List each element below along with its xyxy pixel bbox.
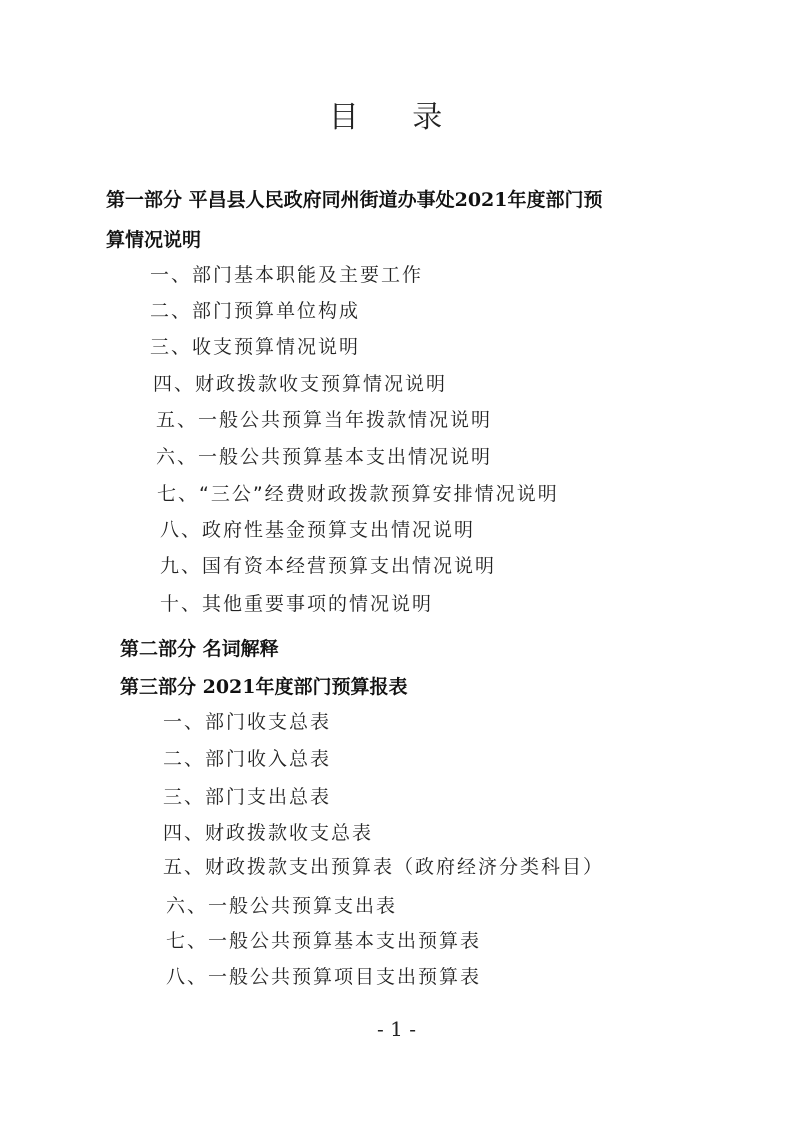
page-number: - 1 - (377, 1017, 416, 1041)
part3-item: 七、一般公共预算基本支出预算表 (166, 930, 482, 952)
part1-item: 三、收支预算情况说明 (150, 336, 361, 358)
part3-item: 六、一般公共预算支出表 (166, 895, 398, 917)
part3-item: 三、部门支出总表 (163, 786, 332, 808)
part1-heading-line2: 算情况说明 (106, 229, 202, 251)
part1-item: 七、“三公”经费财政拨款预算安排情况说明 (157, 483, 559, 505)
part1-item: 二、部门预算单位构成 (150, 300, 361, 322)
part3-item: 二、部门收入总表 (163, 748, 332, 770)
part3-heading: 第三部分 2021年度部门预算报表 (120, 676, 408, 698)
part2-heading: 第二部分 名词解释 (120, 638, 279, 660)
part3-item: 一、部门收支总表 (163, 711, 332, 733)
part1-item: 四、财政拨款收支预算情况说明 (153, 373, 448, 395)
part1-item: 十、其他重要事项的情况说明 (160, 593, 434, 615)
part1-heading-line1: 第一部分 平昌县人民政府同州街道办事处2021年度部门预 (106, 189, 603, 211)
part1-item: 五、一般公共预算当年拨款情况说明 (156, 409, 493, 431)
part3-item: 五、财政拨款支出预算表（政府经济分类科目） (163, 856, 605, 878)
part1-item: 六、一般公共预算基本支出情况说明 (156, 446, 493, 468)
part3-item: 四、财政拨款收支总表 (163, 822, 374, 844)
part1-item: 一、部门基本职能及主要工作 (150, 264, 424, 286)
part1-item: 八、政府性基金预算支出情况说明 (160, 519, 476, 541)
part3-item: 八、一般公共预算项目支出预算表 (166, 966, 482, 988)
part1-item: 九、国有资本经营预算支出情况说明 (160, 555, 497, 577)
page-title: 目 录 (328, 100, 465, 135)
